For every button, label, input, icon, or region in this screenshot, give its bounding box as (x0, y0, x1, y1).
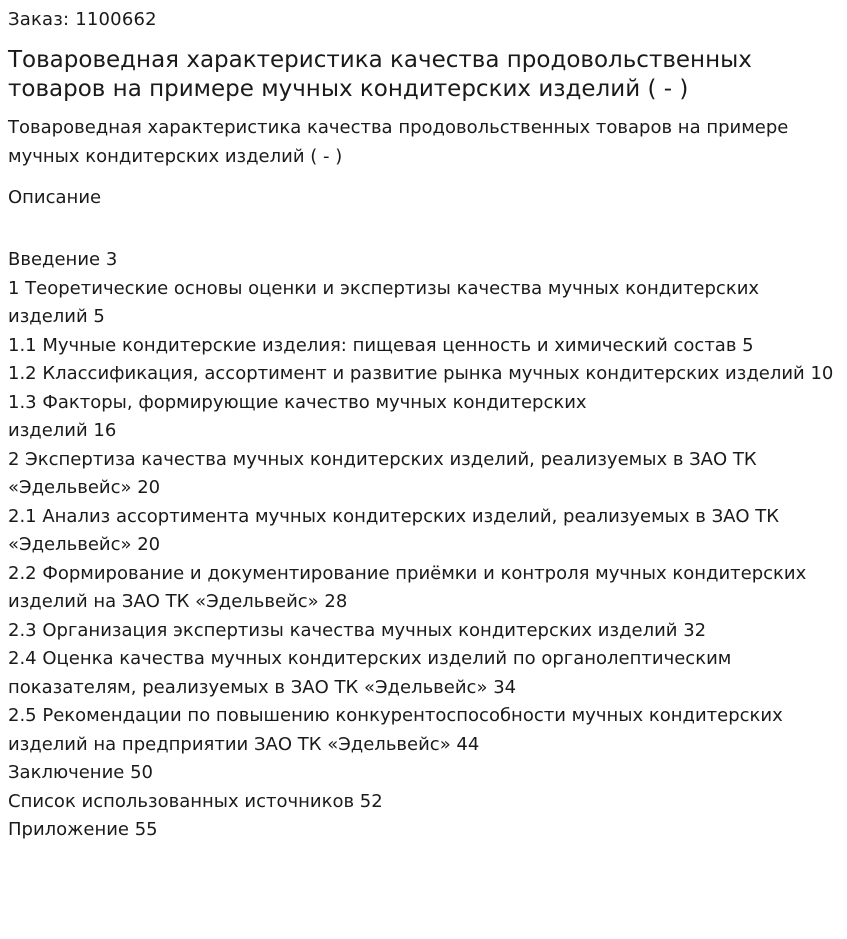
toc-item-1-2: 1.2 Классификация, ассортимент и развитие рынка мучных кондитерских изделий 10 (8, 363, 834, 384)
toc-item-2-4: 2.4 Оценка качества мучных кондитерских изделий по органолептическим показателям, реализуемых в ЗАО ТК «Эдельвейс» 34 (8, 648, 738, 698)
toc-item-introduction: Введение 3 (8, 249, 118, 270)
toc-item-conclusion: Заключение 50 (8, 762, 153, 783)
toc-item-chapter-2: 2 Экспертиза качества мучных кондитерских изделий, реализуемых в ЗАО ТК «Эдельвейс» 20 (8, 448, 763, 498)
toc-item-2-1: 2.1 Анализ ассортимента мучных кондитерских изделий, реализуемых в ЗАО ТК «Эдельвейс» 20 (8, 505, 785, 555)
page-subtitle: Товароведная характеристика качества продовольственных товаров на примере мучных кондитерских изделий ( - ) (8, 117, 789, 167)
toc-item-2-2: 2.2 Формирование и документирование приёмки и контроля мучных кондитерских изделий на ЗАО ТК «Эдельвейс» 28 (8, 562, 812, 612)
order-number: Заказ: 1100662 (8, 9, 157, 30)
table-of-contents (8, 246, 839, 845)
toc-item-1-1: 1.1 Мучные кондитерские изделия: пищевая ценность и химический состав 5 (8, 334, 754, 356)
page-title: Товароведная характеристика качества продовольственных товаров на примере мучных кондитерских изделий ( - ) (8, 47, 752, 102)
toc-item-2-3: 2.3 Организация экспертизы качества мучных кондитерских изделий 32 (8, 619, 707, 641)
description-heading: Описание (8, 187, 102, 208)
toc-item-chapter-1: 1 Теоретические основы оценки и экспертизы качества мучных кондитерских изделий 5 (8, 277, 765, 327)
toc-item-appendix: Приложение 55 (8, 819, 158, 840)
toc-item-references: Список использованных источников 52 (8, 790, 383, 812)
toc-item-2-5: 2.5 Рекомендации по повышению конкурентоспособности мучных кондитерских изделий на предприятии ЗАО ТК «Эдельвейс» 44 (8, 705, 789, 755)
toc-item-1-3: 1.3 Факторы, формирующие качество мучных кондитерских изделий 16 (8, 391, 587, 441)
